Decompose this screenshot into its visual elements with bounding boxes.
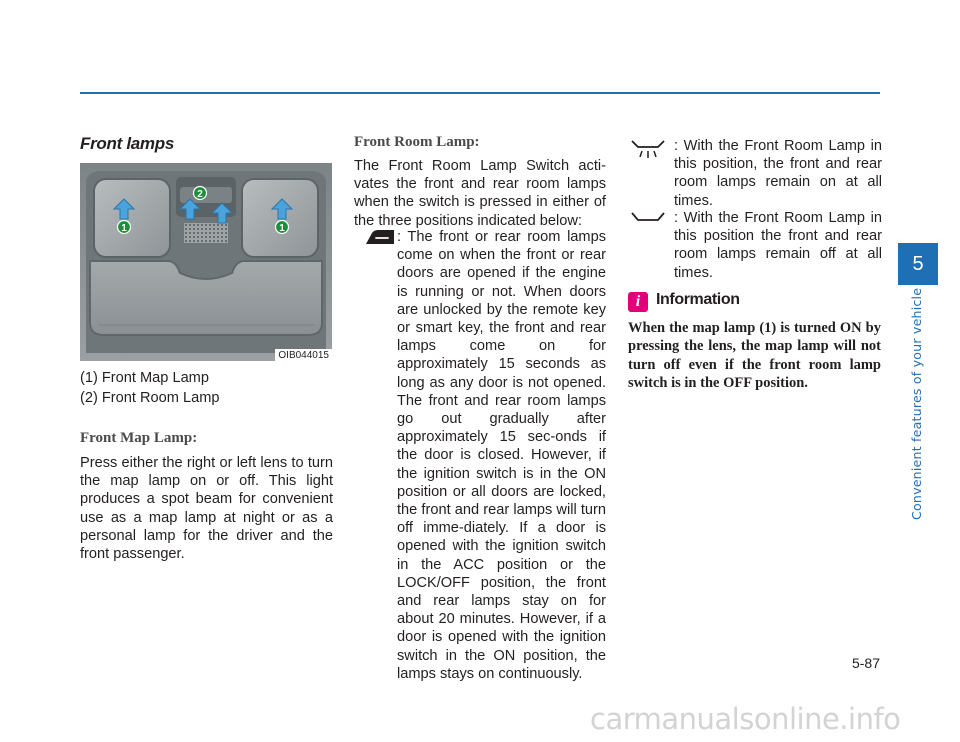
callout-1-left-label: 1 xyxy=(121,223,127,234)
overhead-console-illustration xyxy=(80,163,332,361)
front-room-lamp-intro: The Front Room Lamp Switch acti-vates the front and rear room lamps when the switch is pressed in either of the three positions indicated below: xyxy=(354,158,606,229)
front-room-lamp-heading: Front Room Lamp: xyxy=(354,134,480,150)
chapter-title: Convenient features of your vehicle xyxy=(909,287,924,520)
overhead-console-figure xyxy=(80,163,332,361)
on-position-text: : With the Front Room Lamp in this position, the front and rear room lamps remain on at all times. xyxy=(674,138,882,209)
figure-code: OIB044015 xyxy=(275,349,332,361)
lamp-off-icon xyxy=(628,209,668,233)
information-body: When the map lamp (1) is turned ON by pressing the lens, the map lamp will not turn off even if the front room lamp switch is in the OFF position. xyxy=(628,320,881,392)
chapter-number-tab[interactable]: 5 xyxy=(898,243,938,285)
off-position-text: : With the Front Room Lamp in this position the front and rear room lamps remain off at all times. xyxy=(674,210,882,281)
callout-2 xyxy=(194,187,207,201)
caption-front-room-lamp: (2) Front Room Lamp xyxy=(80,390,220,406)
front-map-lamp-body: Press either the right or left lens to turn the map lamp on or off. This light produces a spot beam for convenient use as a map lamp at night or as a personal lamp for the driver and the front passenger. xyxy=(80,455,333,563)
watermark: carmanualsonline.info xyxy=(590,702,901,736)
caption-front-map-lamp: (1) Front Map Lamp xyxy=(80,370,209,386)
front-map-lamp-heading: Front Map Lamp: xyxy=(80,430,198,446)
door-position-text: : The front or rear room lamps come on when the front or rear doors are opened if the engine is running or not. When doors are unlocked by the remote key or smart key, the front and rear lamps come on for approximately 15 seconds as long as any door is not opened. The front and rear room lamps go out gradually after approximately 15 sec-onds if the door is closed. However, if the ignition switch is in the ON position or all doors are locked, the front and rear lamps will turn off imme-diately. If a door is opened with the ignition switch in the ACC position or the LOCK/OFF position, the front and rear lamps stay on for about 20 minutes. However, if a door is opened with the ignition switch in the ON position, the lamps stays on continuously. xyxy=(397,229,606,682)
callout-1-left xyxy=(118,221,131,235)
information-icon: i xyxy=(628,292,648,312)
section-heading: Front lamps xyxy=(80,134,174,153)
lamp-on-icon xyxy=(628,137,668,161)
callout-1-right-label: 1 xyxy=(279,223,285,234)
information-title: Information xyxy=(656,291,740,308)
callout-1-right xyxy=(276,221,289,235)
page-number: 5-87 xyxy=(851,655,880,671)
left-map-lamp-lens xyxy=(94,179,170,257)
callout-2-label: 2 xyxy=(197,189,203,200)
door-position-icon xyxy=(364,228,396,246)
top-rule xyxy=(80,92,880,94)
microphone-grille xyxy=(184,223,228,243)
